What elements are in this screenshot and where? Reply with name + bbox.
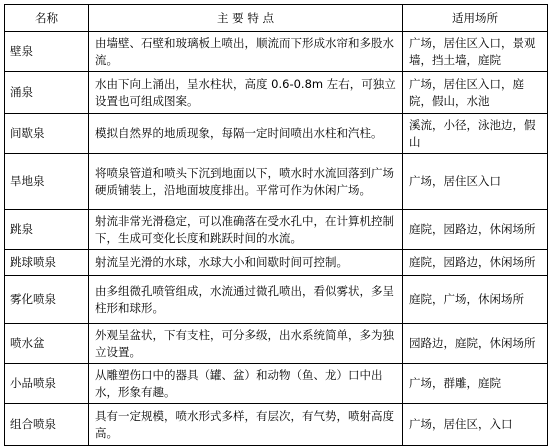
cell-name: 涌泉 (5, 72, 89, 114)
cell-name: 小品喷泉 (5, 364, 89, 404)
cell-place: 广场，居住区入口，庭院，假山，水池 (403, 72, 548, 114)
table-row (5, 276, 548, 324)
header-places: 适用场所 (403, 5, 548, 32)
cell-place: 园路边，庭院，休闲场所 (403, 324, 548, 364)
cell-feature: 将喷泉管道和喷头下沉到地面以下，喷水时水流回落到广场硬质铺装上，沿地面坡度排出。平常可作为休闲广场。 (89, 154, 403, 210)
table-row (5, 154, 548, 210)
cell-place: 庭院，园路边，休闲场所 (403, 250, 548, 276)
table-row (5, 32, 548, 72)
table-row (5, 210, 548, 250)
table-row (5, 324, 548, 364)
header-features: 主 要 特 点 (89, 5, 403, 32)
cell-feature: 射流呈光滑的水球，水球大小和间歇时间可控制。 (89, 250, 403, 276)
cell-feature: 模拟自然界的地质现象，每隔一定时间喷出水柱和汽柱。 (89, 114, 403, 154)
cell-name: 喷水盆 (5, 324, 89, 364)
cell-feature: 具有一定规模，喷水形式多样，有层次，有气势，喷射高度高。 (89, 404, 403, 446)
fountain-table-container (4, 4, 547, 446)
cell-feature: 外观呈盆状，下有支柱，可分多级，出水系统简单，多为独立设置。 (89, 324, 403, 364)
cell-name: 跳球喷泉 (5, 250, 89, 276)
cell-place: 庭院，广场，休闲场所 (403, 276, 548, 324)
table-row (5, 114, 548, 154)
cell-name: 间歇泉 (5, 114, 89, 154)
cell-place: 广场，群雕，庭院 (403, 364, 548, 404)
table-row (5, 72, 548, 114)
cell-feature: 由墙壁、石壁和玻璃板上喷出，顺流而下形成水帘和多股水流。 (89, 32, 403, 72)
table-header-row (5, 5, 548, 32)
cell-name: 雾化喷泉 (5, 276, 89, 324)
cell-feature: 从雕塑伤口中的器具（罐、盆）和动物（鱼、龙）口中出水，形象有趣。 (89, 364, 403, 404)
header-name: 名称 (5, 5, 89, 32)
table-row (5, 364, 548, 404)
cell-feature: 水由下向上涌出，呈水柱状，高度 0.6-0.8m 左右，可独立设置也可组成图案。 (89, 72, 403, 114)
table-body (5, 32, 548, 446)
cell-feature: 由多组微孔喷管组成，水流通过微孔喷出，看似雾状，多呈柱形和球形。 (89, 276, 403, 324)
cell-place: 广场，居住区入口 (403, 154, 548, 210)
cell-feature: 射流非常光滑稳定，可以准确落在受水孔中，在计算机控制下，生成可变化长度和跳跃时间的水流。 (89, 210, 403, 250)
cell-place: 庭院，园路边，休闲场所 (403, 210, 548, 250)
cell-name: 跳泉 (5, 210, 89, 250)
cell-name: 旱地泉 (5, 154, 89, 210)
fountain-types-table (4, 4, 548, 446)
cell-place: 广场，居住区入口，景观墙，挡土墙，庭院 (403, 32, 548, 72)
cell-name: 壁泉 (5, 32, 89, 72)
cell-place: 溪流，小径，泳池边，假山 (403, 114, 548, 154)
cell-name: 组合喷泉 (5, 404, 89, 446)
table-row (5, 404, 548, 446)
cell-place: 广场，居住区，入口 (403, 404, 548, 446)
table-row (5, 250, 548, 276)
